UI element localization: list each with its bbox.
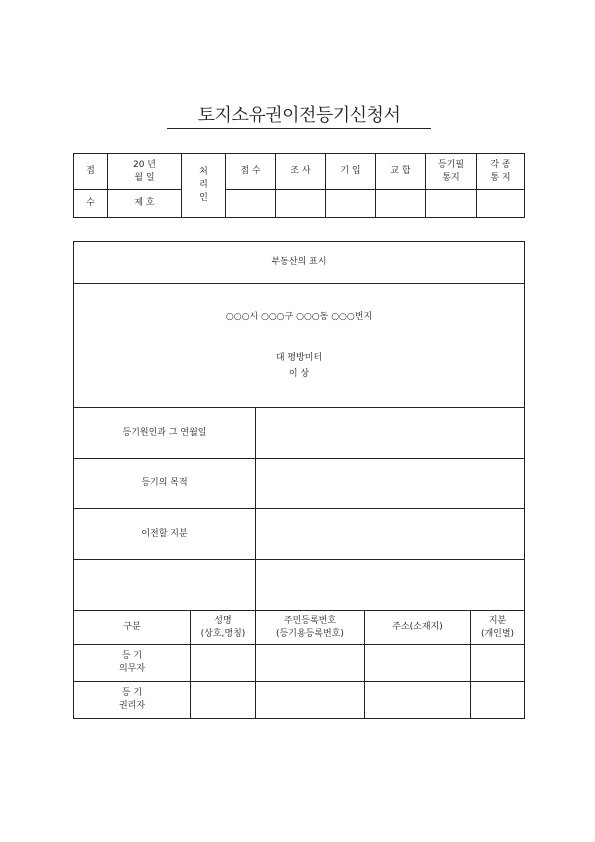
header-survey: 조 사 bbox=[276, 154, 326, 190]
blank-label bbox=[74, 560, 256, 611]
purpose-field[interactable] bbox=[256, 459, 525, 509]
parties-gubun-header: 구분 bbox=[74, 611, 191, 645]
receipt-number-cell[interactable]: 제 호 bbox=[108, 190, 182, 218]
handler-label: 처 리 인 bbox=[182, 154, 226, 218]
property-address: ○○○시 ○○○구 ○○○동 ○○○번지 bbox=[225, 311, 373, 322]
blank-field[interactable] bbox=[256, 560, 525, 611]
property-header: 부동산의 표시 bbox=[74, 242, 525, 284]
holder-id-field[interactable] bbox=[256, 682, 365, 719]
form-title: 토지소유권이전등기신청서 bbox=[197, 105, 401, 126]
property-description[interactable] bbox=[74, 284, 525, 408]
date-month-day-label: 월 일 bbox=[134, 172, 155, 183]
parties-id-header: 주민등록번호 (등기용등록번호) bbox=[256, 611, 365, 645]
cause-field[interactable] bbox=[256, 408, 525, 459]
parties-address-header: 주소(소재지) bbox=[365, 611, 471, 645]
parties-name-header: 성명 (상호,명칭) bbox=[191, 611, 256, 645]
purpose-label: 등기의 목적 bbox=[74, 459, 256, 509]
obligor-label: 등 기 의무자 bbox=[74, 645, 191, 682]
receipt-label-bottom: 수 bbox=[74, 190, 108, 218]
share-field[interactable] bbox=[256, 509, 525, 560]
cause-label: 등기원인과 그 연월일 bbox=[74, 408, 256, 459]
receipt-sign-cell[interactable] bbox=[226, 190, 276, 218]
holder-address-field[interactable] bbox=[365, 682, 471, 719]
receipt-table bbox=[73, 153, 525, 218]
property-land-area: 대 평방미터 bbox=[275, 352, 323, 363]
header-various-notice: 각 종 통 지 bbox=[477, 154, 525, 190]
receipt-date-cell[interactable] bbox=[108, 154, 182, 190]
survey-sign-cell[interactable] bbox=[276, 190, 326, 218]
receipt-label-top: 접 bbox=[74, 154, 108, 190]
registration-notice-cell[interactable] bbox=[426, 190, 477, 218]
obligor-name-field[interactable] bbox=[191, 645, 256, 682]
entry-sign-cell[interactable] bbox=[326, 190, 376, 218]
obligor-share-field[interactable] bbox=[471, 645, 525, 682]
holder-label: 등 기 권리자 bbox=[74, 682, 191, 719]
holder-share-field[interactable] bbox=[471, 682, 525, 719]
application-table bbox=[73, 241, 525, 719]
holder-name-field[interactable] bbox=[191, 682, 256, 719]
share-label: 이전할 지분 bbox=[74, 509, 256, 560]
obligor-id-field[interactable] bbox=[256, 645, 365, 682]
header-registration-notice: 등기필 통지 bbox=[426, 154, 477, 190]
title-underline bbox=[167, 128, 431, 129]
header-collation: 교 합 bbox=[376, 154, 426, 190]
header-receipt: 접 수 bbox=[226, 154, 276, 190]
collation-sign-cell[interactable] bbox=[376, 190, 426, 218]
property-end-mark: 이 상 bbox=[288, 368, 310, 379]
header-entry: 기 입 bbox=[326, 154, 376, 190]
date-year-label: 20 년 bbox=[132, 159, 156, 170]
parties-share-header: 지분 (개인별) bbox=[471, 611, 525, 645]
various-notice-cell[interactable] bbox=[477, 190, 525, 218]
obligor-address-field[interactable] bbox=[365, 645, 471, 682]
